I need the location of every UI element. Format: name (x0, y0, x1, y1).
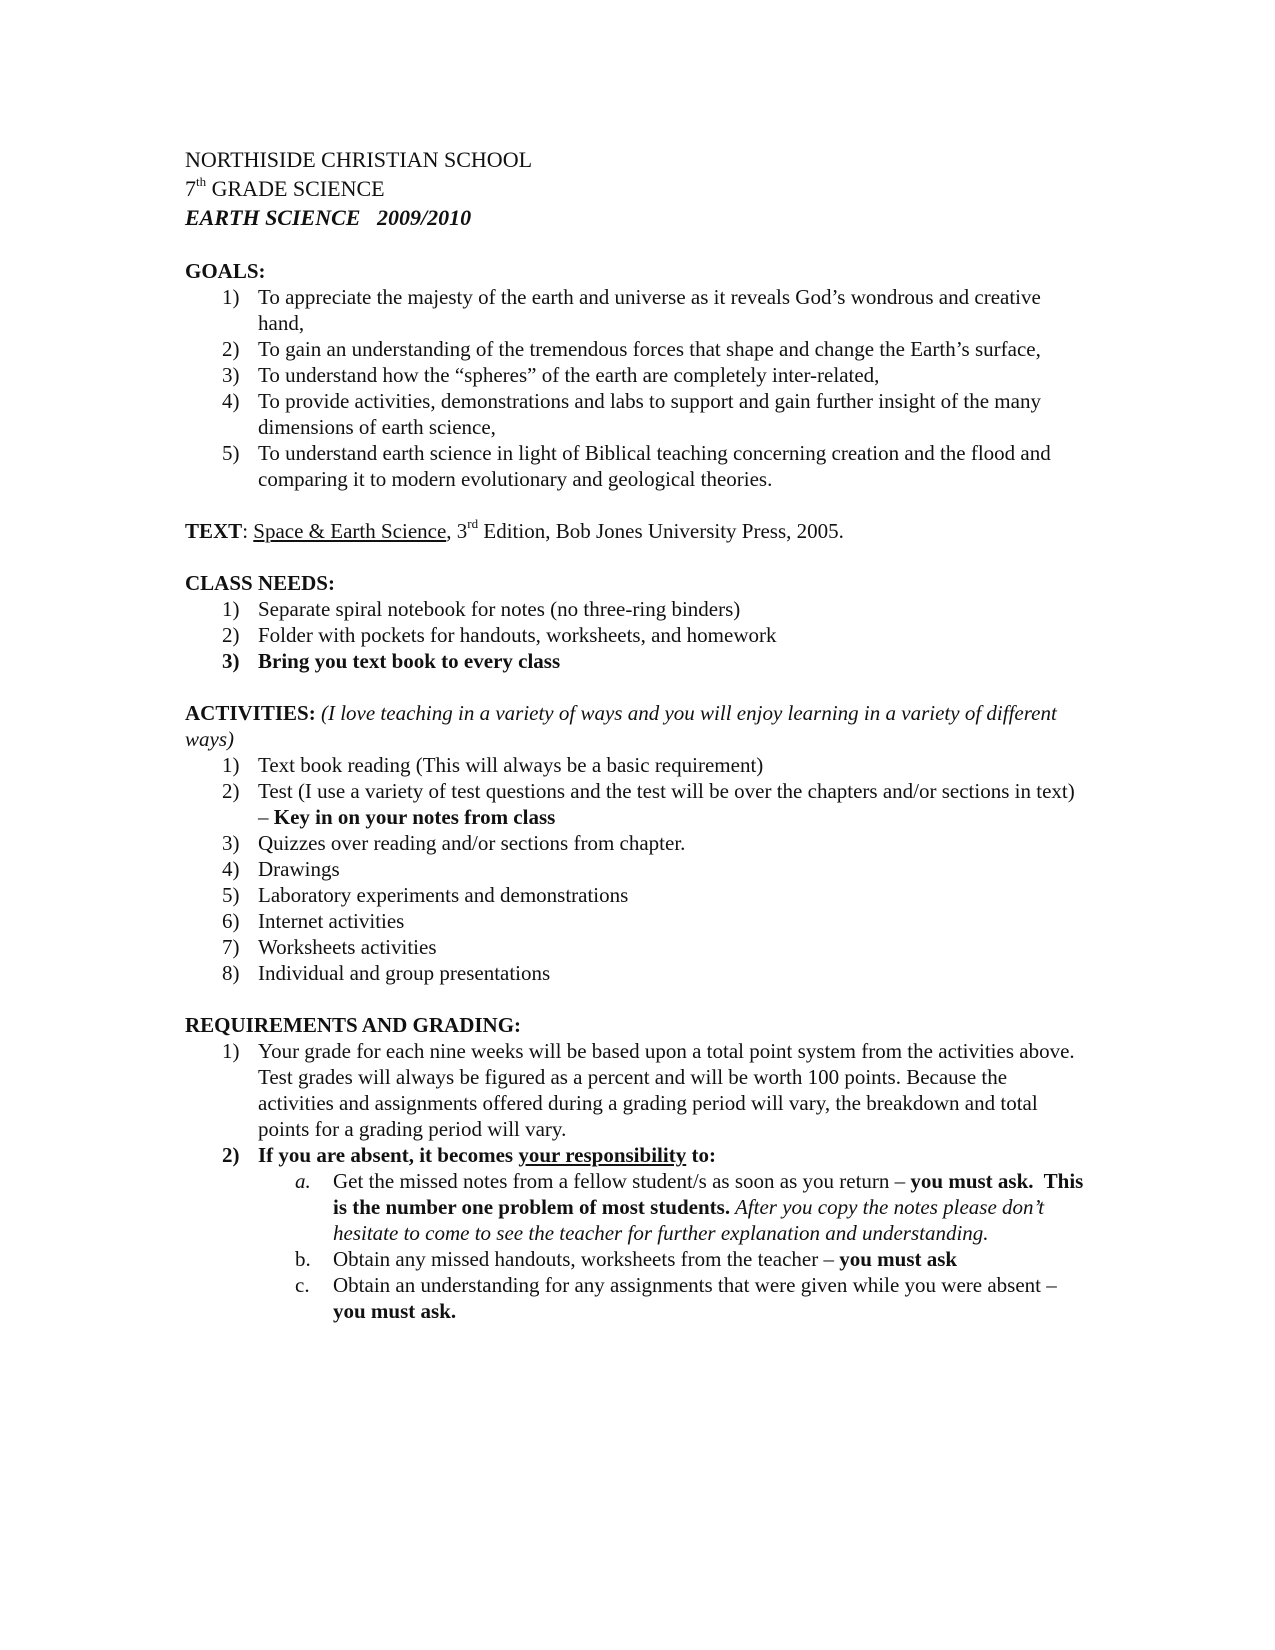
list-item (185, 778, 1085, 830)
item-text: Separate spiral notebook for notes (no three-ring binders) (258, 597, 741, 621)
item-text-end: to: (686, 1143, 716, 1167)
list-item (185, 830, 1085, 856)
goals-heading: GOALS: (185, 259, 266, 283)
item-emphasis: Key in on your notes from class (273, 805, 556, 829)
absence-sublist (185, 1168, 1089, 1324)
class-needs-section (185, 570, 1085, 674)
activities-heading: ACTIVITIES: (185, 701, 316, 725)
item-number: 5) (222, 441, 240, 465)
item-text: Quizzes over reading and/or sections from chapter. (258, 831, 686, 855)
list-item (185, 856, 1085, 882)
item-italic-note: After you copy the notes please don’t hesitate to come to see the teacher for further explanation and understanding. (333, 1195, 1045, 1245)
goals-list (185, 284, 1085, 492)
item-emphasis: you must ask. This is the number one problem of most students. (333, 1169, 1089, 1219)
item-text: To gain an understanding of the tremendous forces that shape and change the Earth’s surface, (258, 337, 1041, 361)
list-item (185, 336, 1085, 362)
list-item (185, 882, 1085, 908)
item-number: 4) (222, 857, 240, 881)
requirements-list (185, 1038, 1085, 1168)
text-section (185, 518, 1085, 544)
item-letter: b. (295, 1247, 311, 1271)
textbook-details: Edition, Bob Jones University Press, 2005. (478, 519, 844, 543)
item-text: Laboratory experiments and demonstrations (258, 883, 629, 907)
item-number: 7) (222, 935, 240, 959)
list-item (185, 1272, 1085, 1324)
requirements-heading: REQUIREMENTS AND GRADING: (185, 1013, 522, 1037)
item-text: Get the missed notes from a fellow student/s as soon as you return – (333, 1169, 911, 1193)
item-number: 2) (222, 1143, 240, 1167)
list-item (185, 388, 1085, 440)
item-letter: a. (295, 1169, 311, 1193)
list-item (185, 362, 1085, 388)
textbook-title: Space & Earth Science (253, 519, 447, 543)
item-text: Worksheets activities (258, 935, 437, 959)
grade-line (185, 174, 1085, 203)
school-name: NORTHISIDE CHRISTIAN SCHOOL (185, 147, 533, 172)
list-item (185, 440, 1085, 492)
list-item (185, 1038, 1085, 1142)
item-text: Obtain an understanding for any assignments that were given while you were absent – (333, 1273, 1057, 1297)
activities-list (185, 752, 1085, 986)
edition-number: , 3 (446, 519, 468, 543)
list-item (185, 648, 1085, 674)
edition-superscript: rd (467, 516, 479, 531)
grade-label: GRADE SCIENCE (206, 176, 385, 201)
item-text: To understand earth science in light of Biblical teaching concerning creation and the flood and comparing it to modern evolutionary and geological theories. (258, 441, 1051, 491)
item-text: Your grade for each nine weeks will be based upon a total point system from the activities above. Test grades will always be figured as a percent and will be worth 100 points. Because the activities and assignments offered during a grading period will vary, the breakdown and total points for a grading period will vary. (258, 1039, 1085, 1141)
class-needs-list (185, 596, 1085, 674)
item-number: 3) (222, 831, 240, 855)
document-header (185, 145, 1085, 232)
list-item (185, 752, 1085, 778)
item-text: Text book reading (This will always be a basic requirement) (258, 753, 764, 777)
grade-number: 7 (185, 176, 196, 201)
item-number: 3) (222, 649, 240, 673)
activities-section (185, 700, 1085, 986)
requirements-section (185, 1012, 1089, 1324)
item-text: If you are absent, it becomes (258, 1143, 519, 1167)
activities-note: (I love teaching in a variety of ways and you will enjoy learning in a variety of different ways) (185, 701, 1057, 751)
list-item (185, 284, 1085, 336)
item-emphasis: you must ask (839, 1247, 958, 1271)
item-number: 1) (222, 753, 240, 777)
list-item (185, 1246, 1085, 1272)
item-number: 6) (222, 909, 240, 933)
text-label: TEXT (185, 519, 243, 543)
item-number: 1) (222, 285, 240, 309)
responsibility-emphasis: your responsibility (518, 1143, 687, 1167)
text-colon: : (242, 519, 254, 543)
list-item (185, 596, 1085, 622)
item-text: Obtain any missed handouts, worksheets from the teacher – (333, 1247, 840, 1271)
list-item (185, 908, 1085, 934)
item-text: To understand how the “spheres” of the earth are completely inter-related, (258, 363, 880, 387)
item-number: 1) (222, 1039, 240, 1063)
item-text: Individual and group presentations (258, 961, 551, 985)
item-number: 4) (222, 389, 240, 413)
item-number: 2) (222, 779, 240, 803)
item-number: 2) (222, 337, 240, 361)
item-number: 5) (222, 883, 240, 907)
item-number: 1) (222, 597, 240, 621)
course-title: EARTH SCIENCE 2009/2010 (185, 205, 472, 230)
item-number: 3) (222, 363, 240, 387)
item-emphasis: you must ask. (333, 1299, 457, 1323)
item-letter: c. (295, 1273, 310, 1297)
item-number: 2) (222, 623, 240, 647)
list-item (185, 622, 1085, 648)
class-needs-heading: CLASS NEEDS: (185, 571, 335, 595)
item-text: To provide activities, demonstrations and labs to support and gain further insight of the many dimensions of earth science, (258, 389, 1041, 439)
activities-intro (185, 700, 1085, 752)
item-number: 8) (222, 961, 240, 985)
item-text: Drawings (258, 857, 340, 881)
list-item (185, 1142, 1085, 1168)
item-text: Internet activities (258, 909, 405, 933)
syllabus (185, 145, 1089, 1324)
item-text: Folder with pockets for handouts, worksheets, and homework (258, 623, 777, 647)
item-text: Bring you text book to every class (258, 649, 561, 673)
list-item (185, 960, 1085, 986)
item-text: To appreciate the majesty of the earth and universe as it reveals God’s wondrous and creative hand, (258, 285, 1041, 335)
list-item (185, 934, 1085, 960)
list-item (185, 1168, 1089, 1246)
item-text: Test (I use a variety of test questions and the test will be over the chapters and/or sections in text) – (258, 779, 1075, 829)
grade-superscript: th (196, 173, 207, 189)
goals-section (185, 258, 1085, 492)
